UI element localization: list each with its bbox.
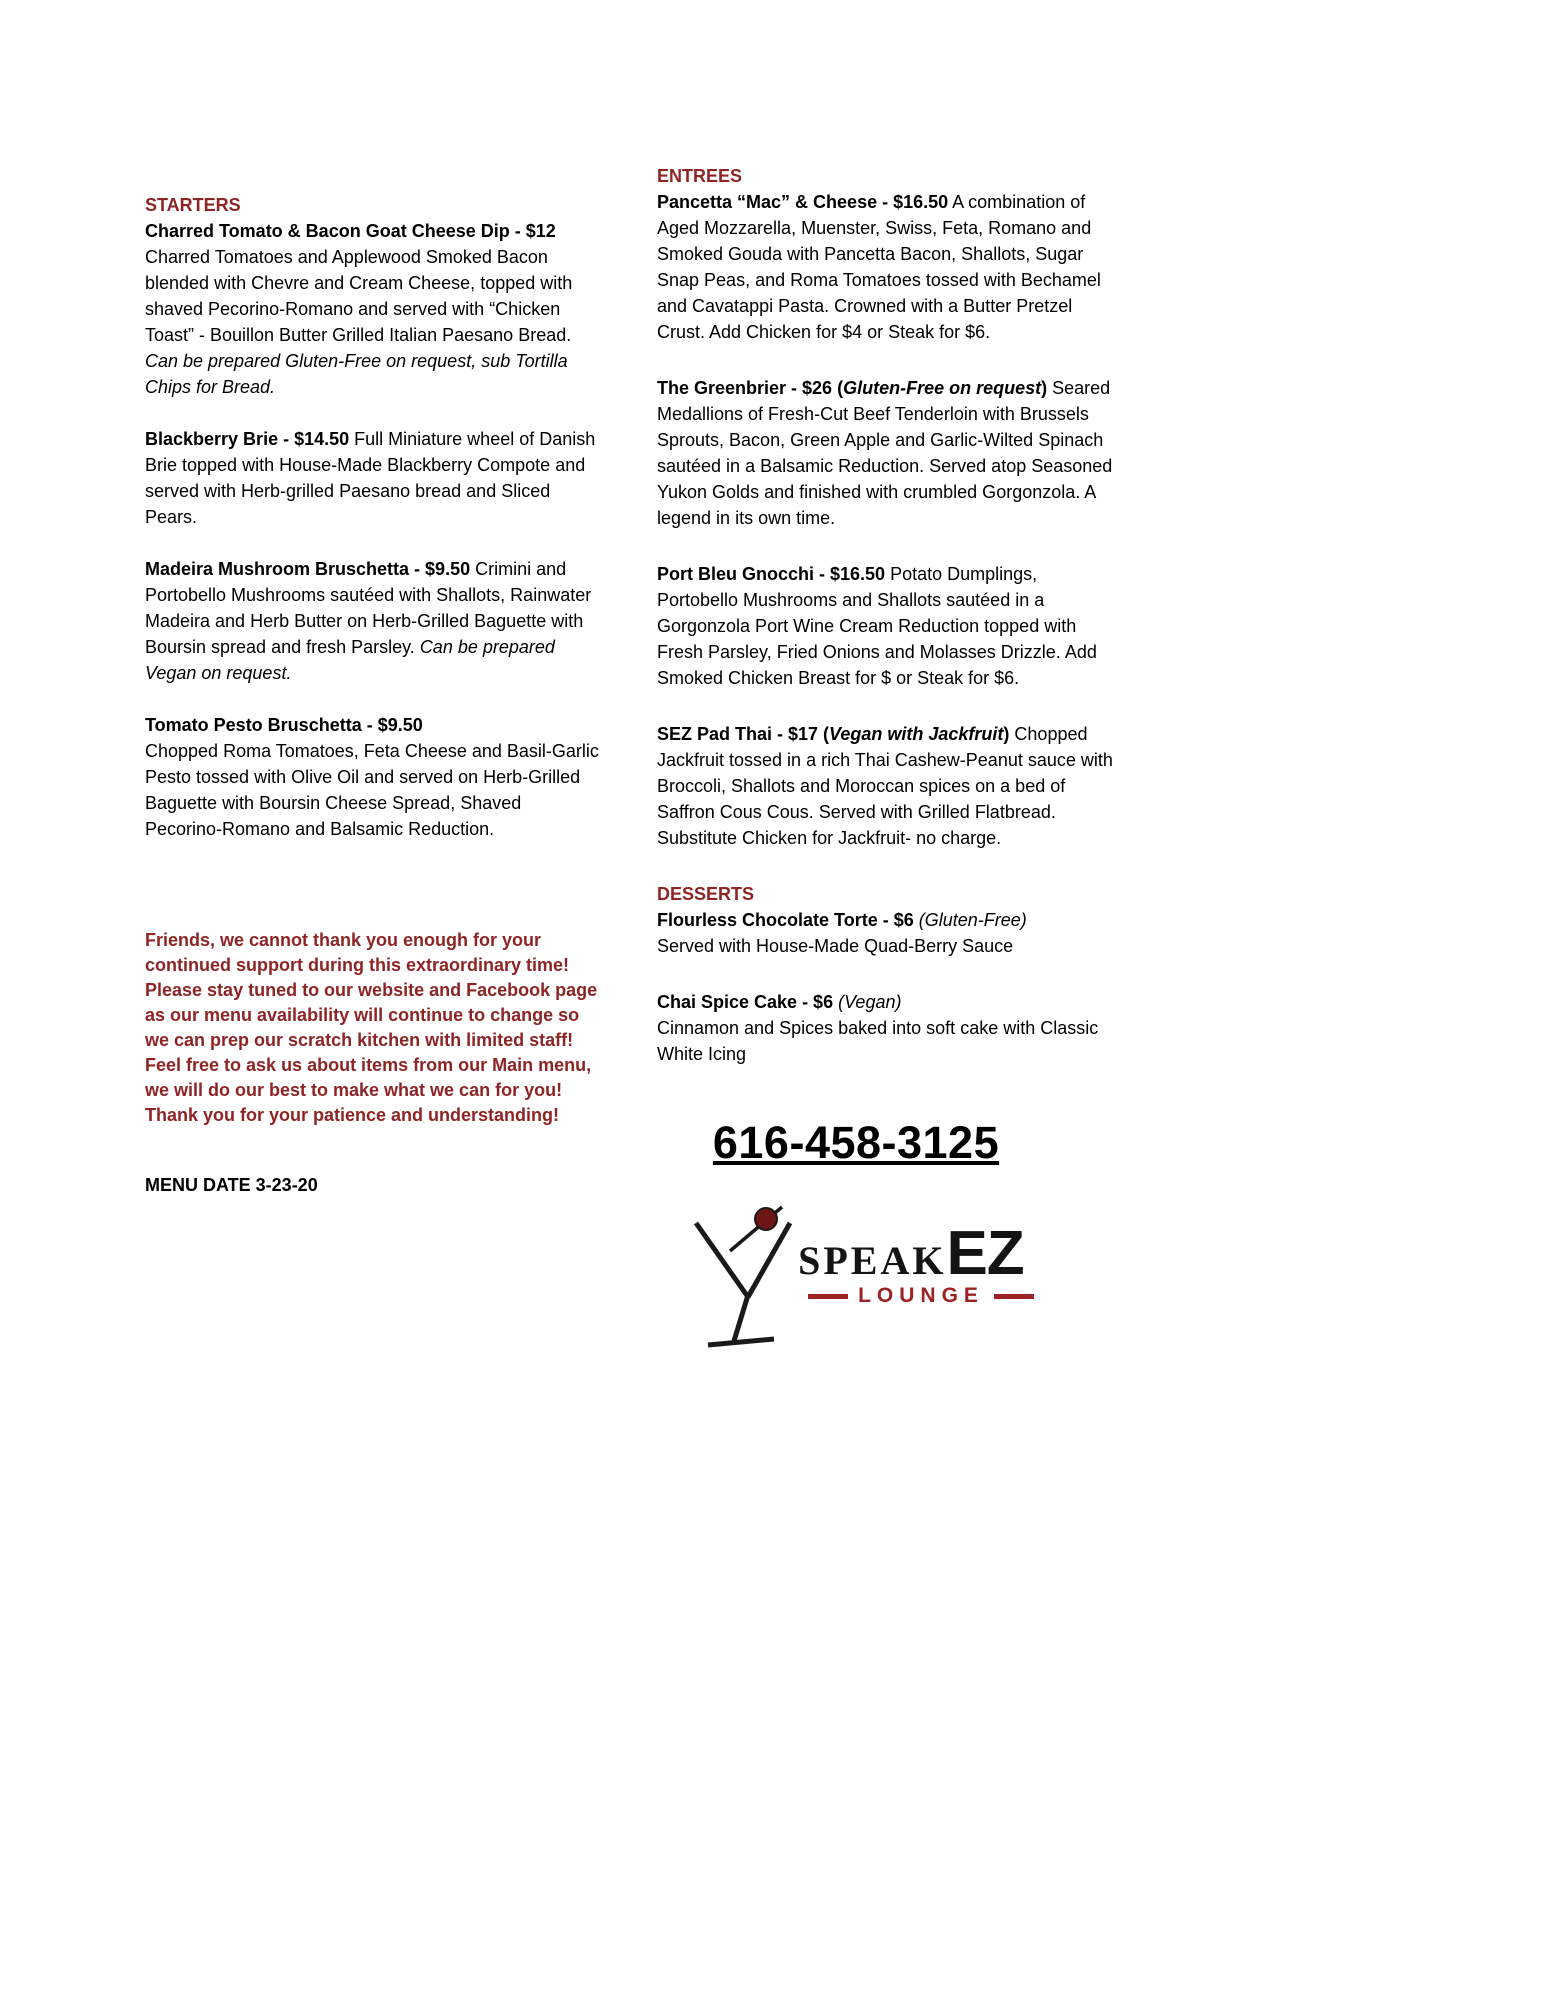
item-title: Port Bleu Gnocchi - $16.50 (657, 564, 886, 584)
item-desc: Cinnamon and Spices baked into soft cake with Classic White Icing (657, 1018, 1099, 1064)
lounge-dash-right (994, 1294, 1034, 1299)
item-desc: Seared Medallions of Fresh-Cut Beef Tenderloin with Brussels Sprouts, Bacon, Green Apple and Garlic-Wilted Spinach sautéed in a Balsamic Reduction. Served atop Seasoned Yukon Golds and finished with crumbled Gorgonzola. A legend in its own time. (657, 378, 1113, 528)
item-title: Chai Spice Cake - $6 (657, 992, 834, 1012)
item-title: Tomato Pesto Bruschetta - $9.50 (145, 715, 423, 735)
item-desc: A combination of Aged Mozzarella, Muenster, Swiss, Feta, Romano and Smoked Gouda with Pancetta Bacon, Shallots, Sugar Snap Peas, and Roma Tomatoes tossed with Bechamel and Cavatappi Pasta. Crowned with a Butter Pretzel Crust. Add Chicken for $4 or Steak for $6. (657, 192, 1101, 342)
logo (657, 1193, 1115, 1359)
item-title-italic: Gluten-Free on request (843, 378, 1042, 398)
item-desc-italic: Can be prepared Vegan on request. (145, 637, 555, 683)
lounge-dash-left (808, 1294, 848, 1299)
menu-item-pancetta-mac-cheese (657, 189, 1115, 345)
logo-lounge-row (798, 1283, 1050, 1309)
item-title: Pancetta “Mac” & Cheese - $16.50 (657, 192, 949, 212)
logo-wordmark (798, 1219, 1050, 1288)
menu-item-port-bleu-gnocchi (657, 561, 1115, 691)
desserts-heading: DESSERTS (657, 884, 755, 904)
item-desc: Served with House-Made Quad-Berry Sauce (657, 936, 1014, 956)
menu-item-flourless-chocolate-torte (657, 907, 1115, 959)
item-title: Madeira Mushroom Bruschetta - $9.50 (145, 559, 471, 579)
menu-date: MENU DATE 3-23-20 (145, 1175, 318, 1195)
item-desc: Chopped Jackfruit tossed in a rich Thai Cashew-Peanut sauce with Broccoli, Shallots and Moroccan spices on a bed of Saffron Cous Cous. Served with Grilled Flatbread. Substitute Chicken for Jackfruit- no charge. (657, 724, 1113, 848)
item-desc-italic: Can be prepared Gluten-Free on request, sub Tortilla Chips for Bread. (145, 351, 568, 397)
item-title-text: SEZ Pad Thai - $17 ( (657, 724, 830, 744)
menu-item-madeira-mushroom-bruschetta (145, 556, 603, 686)
logo-ez-text: EZ (946, 1219, 1024, 1288)
item-title: Charred Tomato & Bacon Goat Cheese Dip - $12 (145, 221, 556, 241)
item-title-end: ) (1003, 724, 1010, 744)
item-title-text: The Greenbrier - $26 ( (657, 378, 844, 398)
logo-lounge-text: LOUNGE (858, 1284, 984, 1307)
phone-number: 616-458-3125 (712, 1117, 1000, 1168)
left-column (145, 192, 603, 1198)
item-desc: Charred Tomatoes and Applewood Smoked Bacon blended with Chevre and Cream Cheese, topped with shaved Pecorino-Romano and served with “Chicken Toast” - Bouillon Butter Grilled Italian Paesano Bread. (145, 247, 573, 345)
item-desc: Chopped Roma Tomatoes, Feta Cheese and Basil-Garlic Pesto tossed with Olive Oil and served on Herb-Grilled Baguette with Boursin Cheese Spread, Shaved Pecorino-Romano and Balsamic Reduction. (145, 741, 599, 839)
menu-item-blackberry-brie (145, 426, 603, 530)
item-desc: Crimini and Portobello Mushrooms sautéed with Shallots, Rainwater Madeira and Herb Butter on Herb-Grilled Baguette with Boursin spread and fresh Parsley. (145, 559, 592, 657)
menu-item-tomato-pesto-bruschetta (145, 712, 603, 842)
item-title-end: ) (1041, 378, 1048, 398)
item-note-italic: (Gluten-Free) (913, 910, 1027, 930)
menu-item-chai-spice-cake (657, 989, 1115, 1067)
martini-glass-icon (682, 1199, 812, 1359)
item-title (657, 378, 1047, 398)
entrees-heading: ENTREES (657, 166, 743, 186)
item-title: Blackberry Brie - $14.50 (145, 429, 350, 449)
item-note-italic: (Vegan) (833, 992, 902, 1012)
starters-heading: STARTERS (145, 195, 241, 215)
item-desc: Full Miniature wheel of Danish Brie topped with House-Made Blackberry Compote and served with Herb-grilled Paesano bread and Sliced Pears. (145, 429, 596, 527)
notice-paragraph: Friends, we cannot thank you enough for your continued support during this extraordinary time! Please stay tuned to our website and Facebook page as our menu availability will continue to change so we can prep our scratch kitchen with limited staff! Feel free to ask us about items from our Main menu, we will do our best to make what we can for you! Thank you for your patience and understanding! (145, 930, 603, 1125)
logo-speak-text: SPEAK (798, 1238, 947, 1283)
menu-item-sez-pad-thai (657, 721, 1115, 851)
right-column (657, 163, 1115, 1359)
menu-item-charred-tomato-dip (145, 218, 603, 400)
item-title: Flourless Chocolate Torte - $6 (657, 910, 914, 930)
logo-text (798, 1219, 1050, 1309)
item-desc: Potato Dumplings, Portobello Mushrooms and Shallots sautéed in a Gorgonzola Port Wine Cream Reduction topped with Fresh Parsley, Fried Onions and Molasses Drizzle. Add Smoked Chicken Breast for $ or Steak for $6. (657, 564, 1097, 688)
item-title (657, 724, 1009, 744)
menu-item-the-greenbrier (657, 375, 1115, 531)
item-title-italic: Vegan with Jackfruit (829, 724, 1004, 744)
